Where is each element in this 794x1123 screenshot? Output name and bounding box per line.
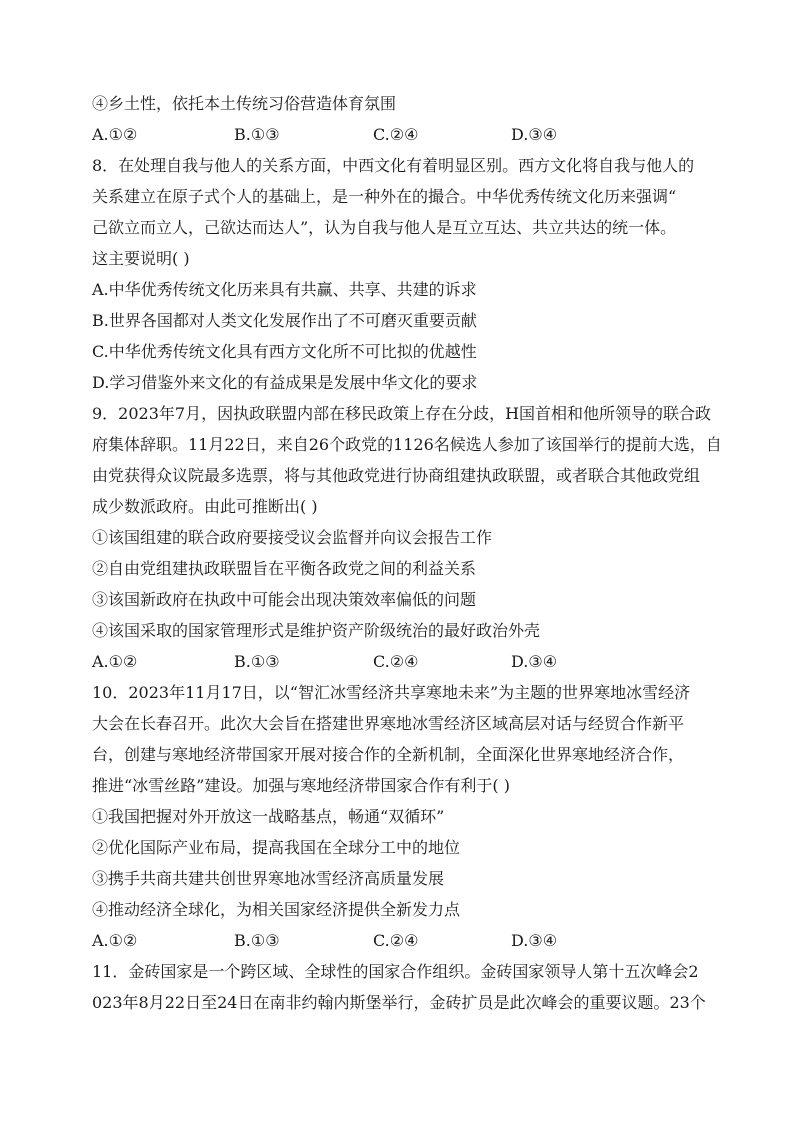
q8-stem-line-3: 己欲立而立人，己欲达而达人”，认为自我与他人是互立互达、共立共达的统一体。 — [92, 218, 677, 237]
q8-stem-line-1: 8．在处理自我与他人的关系方面，中西文化有着明显区别。西方文化将自我与他人的 — [92, 156, 695, 175]
q9-stem-line-4: 成少数派政府。由此可推断出( ) — [92, 497, 318, 516]
q10-stem-line-4: 推进“冰雪丝路”建设。加强与寒地经济带国家合作有利于( ) — [92, 776, 510, 795]
q9-option-1: ①该国组建的联合政府要接受议会监督并向议会报告工作 — [92, 528, 493, 547]
q10-choice-d: D.③④ — [511, 931, 558, 950]
q9-option-3: ③该国新政府在执政中可能会出现决策效率偏低的问题 — [92, 590, 477, 609]
q10-stem-line-2: 大会在长春召开。此次大会旨在搭建世界寒地冰雪经济区域高层对话与经贸合作新平 — [92, 714, 685, 733]
q8-option-d: D.学习借鉴外来文化的有益成果是发展中华文化的要求 — [92, 373, 478, 392]
q10-choice-c: C.②④ — [373, 931, 419, 950]
q10-option-3: ③携手共商共建共创世界寒地冰雪经济高质量发展 — [92, 869, 445, 888]
q9-option-2: ②自由党组建执政联盟旨在平衡各政党之间的利益关系 — [92, 559, 477, 578]
q10-option-2: ②优化国际产业布局，提高我国在全球分工中的地位 — [92, 838, 461, 857]
q9-choice-b: B.①③ — [234, 652, 280, 671]
q7-choice-a: A.①② — [92, 125, 138, 144]
q9-choice-a: A.①② — [92, 652, 138, 671]
q10-choice-b: B.①③ — [234, 931, 280, 950]
q7-choice-c: C.②④ — [373, 125, 419, 144]
q11-stem-line-2: 023年8月22日至24日在南非约翰内斯堡举行，金砖扩员是此次峰会的重要议题。23个 — [92, 993, 706, 1012]
q10-stem-line-1: 10．2023年11月17日，以“智汇冰雪经济共享寒地未来”为主题的世界寒地冰雪经济 — [92, 683, 691, 702]
q10-option-4: ④推动经济全球化，为相关国家经济提供全新发力点 — [92, 900, 461, 919]
q9-stem-line-1: 9．2023年7月，因执政联盟内部在移民政策上存在分歧，H国首相和他所领导的联合政 — [92, 404, 712, 423]
q8-stem-line-4: 这主要说明( ) — [92, 249, 190, 268]
q10-choice-a: A.①② — [92, 931, 138, 950]
q7-choice-d: D.③④ — [511, 125, 558, 144]
q10-stem-line-3: 台，创建与寒地经济带国家开展对接合作的全新机制，全面深化世界寒地经济合作， — [92, 745, 685, 764]
q9-option-4: ④该国采取的国家管理形式是维护资产阶级统治的最好政治外壳 — [92, 621, 541, 640]
q7-option-4: ④乡土性，依托本土传统习俗营造体育氛围 — [92, 94, 397, 113]
q9-choices — [92, 646, 706, 677]
q8-option-a: A.中华优秀传统文化历来具有共赢、共享、共建的诉求 — [92, 280, 477, 299]
q8-option-c: C.中华优秀传统文化具有西方文化所不可比拟的优越性 — [92, 342, 477, 361]
q9-choice-c: C.②④ — [373, 652, 419, 671]
q9-choice-d: D.③④ — [511, 652, 558, 671]
q7-choices — [92, 119, 706, 150]
q10-option-1: ①我国把握对外开放这一战略基点，畅通“双循环” — [92, 807, 445, 826]
q9-stem-line-3: 由党获得众议院最多选票，将与其他政党进行协商组建执政联盟，或者联合其他政党组 — [92, 466, 701, 485]
q7-choice-b: B.①③ — [234, 125, 280, 144]
q11-stem-line-1: 11．金砖国家是一个跨区域、全球性的国家合作组织。金砖国家领导人第十五次峰会2 — [92, 962, 699, 981]
q9-stem-line-2: 府集体辞职。11月22日，来自26个政党的1126名候选人参加了该国举行的提前大选，自 — [92, 435, 722, 454]
q8-stem-line-2: 关系建立在原子式个人的基础上，是一种外在的撮合。中华优秀传统文化历来强调“ — [92, 187, 677, 206]
q8-option-b: B.世界各国都对人类文化发展作出了不可磨灭重要贡献 — [92, 311, 477, 330]
q10-choices — [92, 925, 706, 956]
